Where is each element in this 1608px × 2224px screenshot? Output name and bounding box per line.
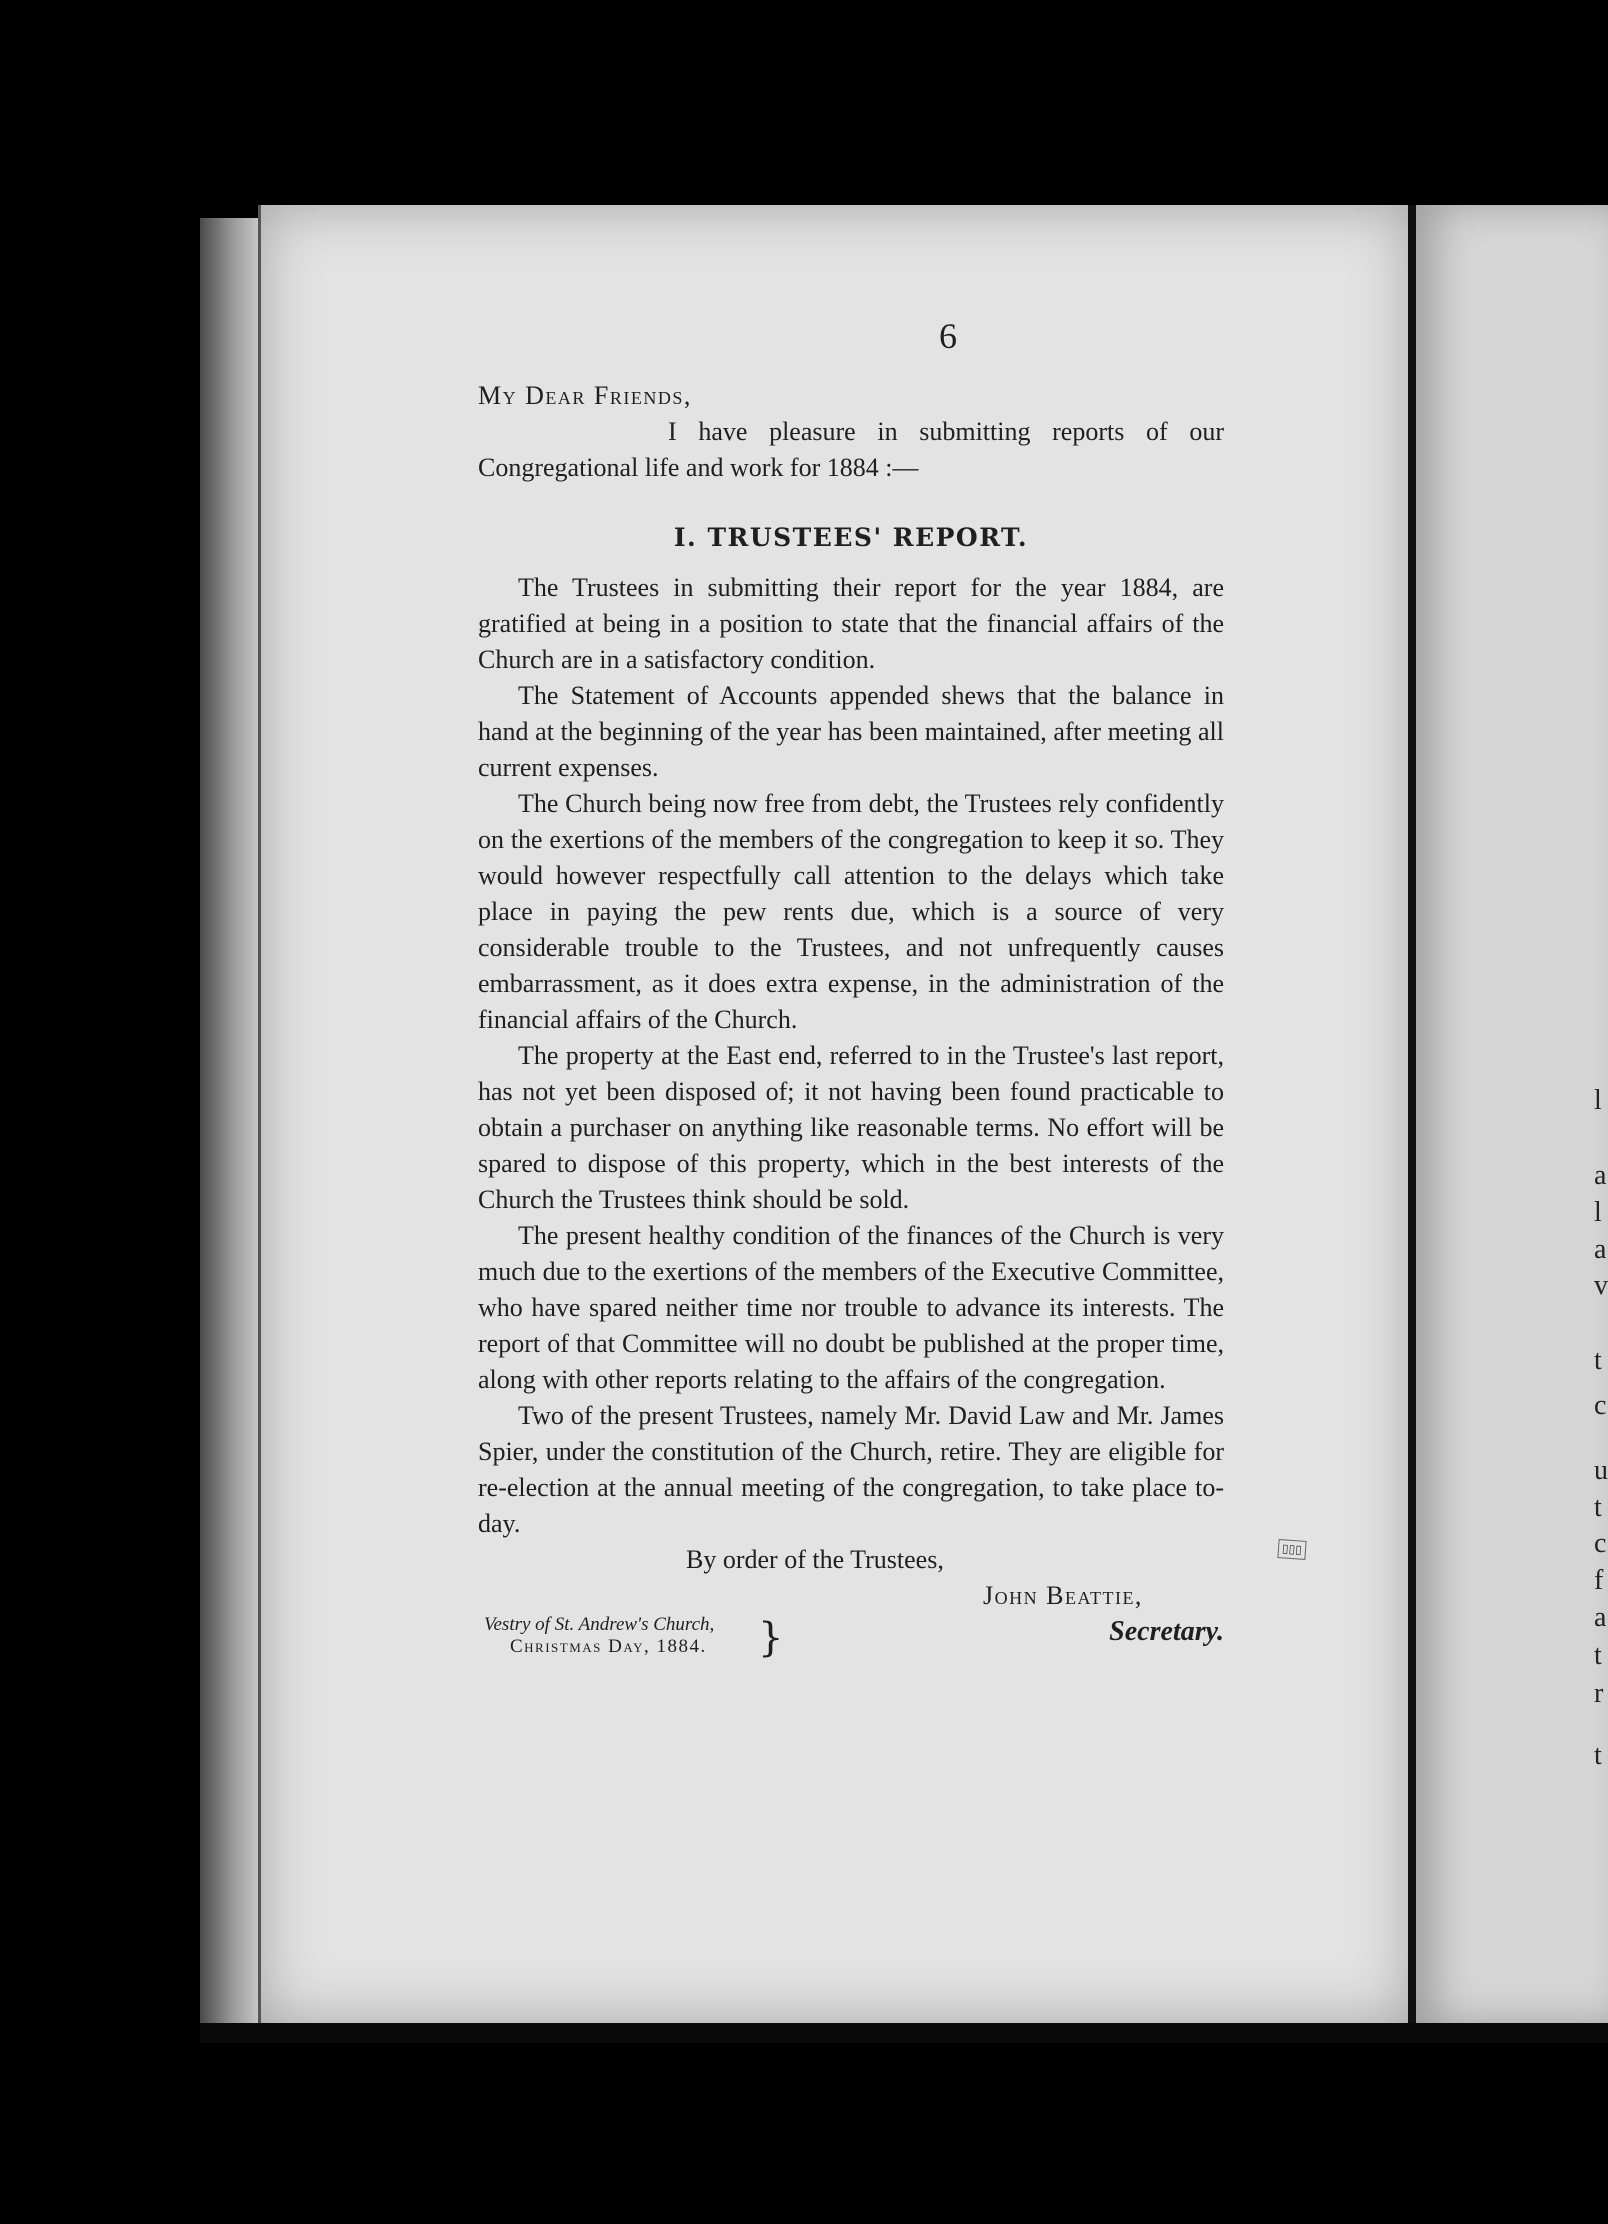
report-paragraph: The present healthy condition of the finances of the Church is very much due to the exertions of the members of the Executive Committee, who have spared neither time nor trouble to advance its interests. The report of that Committee will no doubt be published at the proper time, along with other reports relating to the affairs of the congregation. [478, 1221, 1224, 1394]
facing-page-letter: t [1594, 1640, 1602, 1671]
facing-page-letter: r [1594, 1678, 1604, 1709]
section-heading: I. TRUSTEES' REPORT. [673, 523, 1029, 552]
facing-page-letter: f [1594, 1565, 1604, 1596]
page-number: 6 [939, 316, 957, 356]
facing-page-letter: a [1594, 1160, 1607, 1191]
facing-page-letter: t [1594, 1492, 1602, 1523]
scan-bottom-band [200, 2023, 1608, 2043]
facing-page-letter: c [1594, 1528, 1607, 1559]
facing-page-letter: c [1594, 1390, 1607, 1421]
footer-row [478, 1614, 1224, 1661]
page-content [478, 316, 1224, 1661]
library-stamp: ▯▯▯ [1277, 1539, 1306, 1560]
signature-title: Secretary. [1109, 1616, 1224, 1647]
vestry-place: Vestry of St. Andrew's Church, [484, 1614, 715, 1635]
facing-page-letter: l [1594, 1197, 1602, 1228]
facing-page-letter: v [1594, 1270, 1608, 1301]
report-paragraph: The Trustees in submitting their report for the year 1884, are gratified at being in a position to state that the financial affairs of the Church are in a satisfactory condition. [478, 573, 1224, 674]
facing-page-letter: l [1594, 1085, 1602, 1116]
vestry-note [484, 1614, 714, 1658]
brace-glyph: } [758, 1615, 784, 1661]
facing-page-letter: t [1594, 1740, 1602, 1771]
report-paragraph: Two of the present Trustees, namely Mr. David Law and Mr. James Spier, under the constitution of the Church, retire. They are eligible for re-election at the annual meeting of the congregation, to take place to-day. [478, 1401, 1224, 1538]
vestry-date: Christmas Day, 1884. [510, 1636, 707, 1657]
book-left-edge [200, 218, 260, 2028]
report-paragraph: The Statement of Accounts appended shews that the balance in hand at the beginning of the year has been maintained, after meeting all current expenses. [478, 681, 1224, 782]
facing-page-letter: a [1594, 1234, 1607, 1265]
facing-page-letter: t [1594, 1345, 1602, 1376]
signature-order: By order of the Trustees, [686, 1545, 944, 1574]
intro-paragraph: I have pleasure in submitting reports of our Congregational life and work for 1884 :— [478, 417, 1224, 482]
facing-page-edge [1416, 205, 1608, 2023]
salutation: My Dear Friends, [478, 381, 692, 410]
facing-page-letter: a [1594, 1602, 1607, 1633]
facing-page-letter: u [1594, 1455, 1608, 1486]
page-gutter [1408, 205, 1416, 2023]
report-paragraph: The Church being now free from debt, the Trustees rely confidently on the exertions of the members of the congregation to keep it so. They would however respectfully call attention to the delays which take place in paying the pew rents due, which is a source of very considerable trouble to the Trustees, and not unfrequently causes embarrassment, as it does extra expense, in the administration of the financial affairs of the Church. [478, 789, 1224, 1034]
report-paragraph: The property at the East end, referred to in the Trustee's last report, has not yet been disposed of; it not having been found practicable to obtain a purchaser on anything like reasonable terms. No effort will be spared to dispose of this property, which in the best interests of the Church the Trustees think should be sold. [478, 1041, 1224, 1214]
signature-name: John Beattie, [983, 1581, 1143, 1610]
